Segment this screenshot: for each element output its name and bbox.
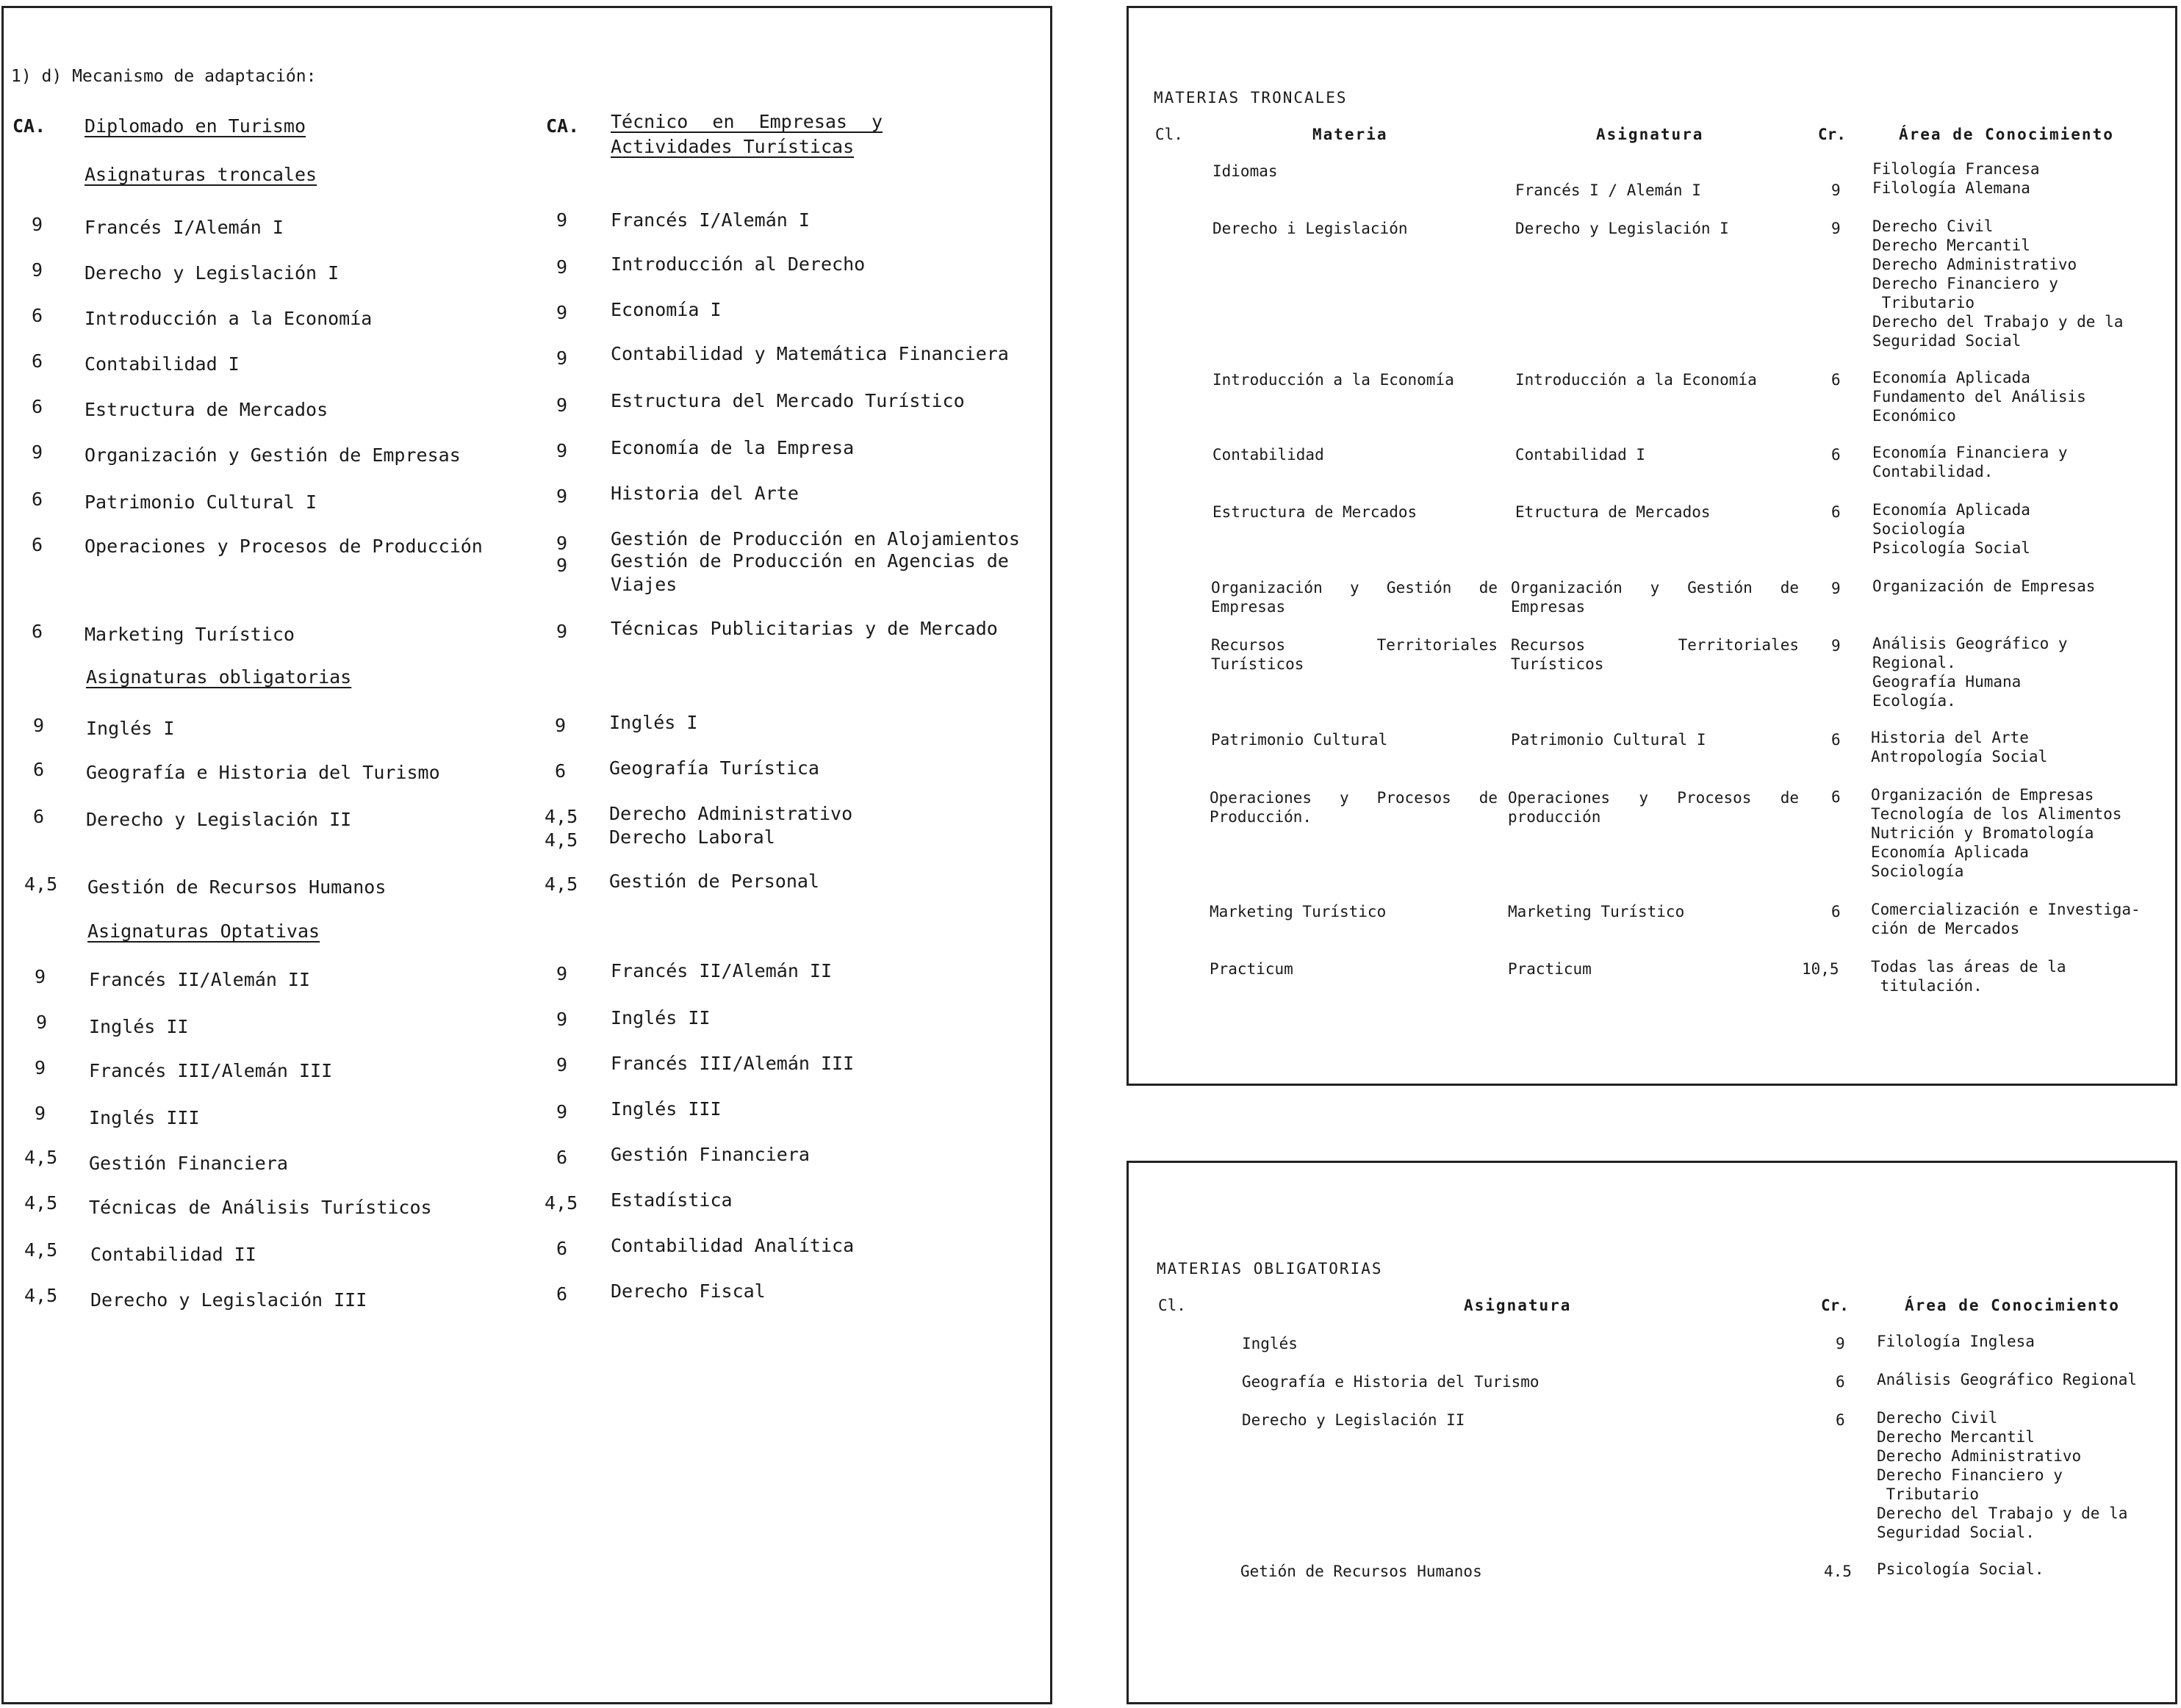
row-ca: 9 [32, 442, 43, 463]
area-line: Filología Inglesa [1877, 1333, 2035, 1350]
obligatorias-title: MATERIAS OBLIGATORIAS [1157, 1260, 1383, 1278]
row-name: Estructura de Mercados [85, 399, 328, 420]
tr-asignatura: Practicum [1508, 960, 1592, 978]
area-line: Económico [1872, 407, 1956, 425]
area-line: Geografía Humana [1872, 673, 2022, 691]
area-line: Seguridad Social [1872, 332, 2022, 350]
row-ca: 4,5 [24, 1285, 58, 1306]
ob-cr: 6 [1836, 1373, 1845, 1391]
tr-areas [1872, 217, 2123, 350]
eq-name: Gestión de Producción en Agencias de [611, 550, 1009, 572]
row-ca: 6 [32, 534, 43, 555]
eq-ca: 9 [556, 486, 568, 507]
eq-ca: 9 [556, 440, 568, 461]
row-ca: 6 [33, 806, 45, 827]
area-line: Filología Francesa [1872, 160, 2040, 178]
eq-name: Inglés III [611, 1098, 722, 1120]
eq-ca: 9 [556, 209, 568, 231]
tr-materia: Organización y Gestión de Empresas [1211, 579, 1498, 616]
area-line: Análisis Geográfico y [1872, 635, 2068, 652]
tr-materia: Idiomas [1212, 162, 1278, 180]
tr-cr: 6 [1831, 371, 1841, 389]
eq-ca: 9 [556, 1054, 568, 1075]
eq-ca: 9 [556, 1101, 568, 1123]
row-name: Inglés I [86, 718, 175, 739]
area-line: Organización de Empresas [1872, 577, 2096, 595]
area-line: Ecología. [1872, 692, 1956, 710]
eq-name: Contabilidad Analítica [611, 1235, 855, 1256]
area-line: Nutrición y Bromatología [1871, 824, 2094, 842]
diplomado-title: Diplomado en Turismo [85, 115, 306, 137]
eq-name: Estructura del Mercado Turístico [611, 390, 965, 411]
area-line: Derecho Mercantil [1872, 237, 2030, 254]
row-ca: 6 [32, 305, 43, 326]
tr-materia: Estructura de Mercados [1212, 503, 1418, 521]
eq-name: Gestión de Personal [609, 871, 819, 892]
area-line: Historia del Arte [1871, 729, 2029, 746]
ob-cr: 9 [1836, 1335, 1845, 1352]
row-name: Gestión Financiera [89, 1153, 288, 1174]
col-cl-header: Cl. [1155, 126, 1183, 143]
ob-areas [1877, 1560, 2044, 1579]
eq-ca: 9 [556, 347, 568, 369]
area-line: Tecnología de los Alimentos [1871, 805, 2122, 823]
eq-ca: 6 [556, 1238, 568, 1259]
area-line: ción de Mercados [1871, 920, 2020, 937]
area-line: Derecho Civil [1872, 217, 1994, 235]
eq-name: Inglés II [611, 1007, 711, 1028]
ca-header-left: CA. [12, 115, 46, 137]
area-line: Derecho Administrativo [1877, 1447, 2082, 1465]
area-line: Economía Aplicada [1872, 369, 2030, 386]
tr-cr: 9 [1831, 181, 1841, 199]
col-area-header: Área de Conocimiento [1899, 126, 2114, 143]
tr-areas [1871, 785, 2121, 881]
row-ca: 9 [35, 1057, 46, 1078]
ob-cr: 4.5 [1824, 1563, 1852, 1580]
ob-areas [1877, 1408, 2127, 1542]
tr-cr: 6 [1831, 503, 1841, 521]
area-line: Derecho Financiero y [1877, 1466, 2063, 1484]
area-line: Psicología Social [1872, 539, 2030, 557]
ca-header-right: CA. [546, 115, 580, 137]
ob-cr: 6 [1836, 1411, 1845, 1429]
tr-materia: Practicum [1210, 960, 1293, 978]
row-name: Francés I/Alemán I [85, 217, 284, 238]
row-ca: 9 [32, 214, 43, 235]
tr-areas [1871, 957, 2066, 995]
tr-areas [1872, 159, 2040, 198]
eq-ca: 4,5 [545, 873, 578, 895]
row-ca: 9 [35, 966, 46, 987]
tr-materia: Recursos Territoriales Turísticos [1211, 636, 1498, 673]
eq-name: Francés II/Alemán II [611, 960, 833, 981]
row-ca: 6 [32, 396, 43, 417]
eq-ca: 6 [555, 760, 567, 782]
ob-areas [1877, 1370, 2137, 1389]
eq-ca: 6 [556, 1283, 568, 1305]
eq-ca: 9 [556, 1009, 568, 1030]
eq-ca: 9 [556, 621, 568, 642]
row-ca: 6 [32, 621, 43, 642]
tr-cr: 6 [1831, 731, 1841, 749]
tr-materia: Derecho i Legislación [1212, 220, 1408, 237]
area-line: Economía Aplicada [1871, 843, 2029, 861]
row-name: Francés III/Alemán III [89, 1060, 333, 1081]
eq-ca: 9 [556, 256, 568, 278]
row-name: Contabilidad I [85, 353, 240, 375]
row-name: Contabilidad II [90, 1244, 256, 1265]
row-name: Patrimonio Cultural I [85, 491, 317, 513]
eq-ca: 4,5 [545, 1192, 578, 1214]
eq-ca: 4,5 [545, 829, 578, 851]
tr-asignatura: Organización y Gestión de Empresas [1511, 579, 1799, 616]
tr-cr: 9 [1831, 637, 1841, 655]
eq-ca: 9 [556, 963, 568, 984]
ob-asignatura: Derecho y Legislación II [1242, 1411, 1465, 1429]
troncales-title: MATERIAS TRONCALES [1154, 89, 1348, 107]
row-ca: 9 [36, 1012, 48, 1033]
eq-name: Estadística [611, 1189, 733, 1211]
eq-name: Gestión de Producción en Alojamientos [611, 528, 1020, 549]
area-line: Antropología Social [1871, 748, 2048, 765]
ob-areas [1877, 1332, 2035, 1351]
tr-areas [1872, 634, 2068, 710]
section-heading: 1) d) Mecanismo de adaptación: [11, 67, 317, 86]
area-line: Organización de Empresas [1871, 786, 2094, 804]
row-name: Organización y Gestión de Empresas [85, 444, 461, 466]
tr-areas [1871, 728, 2047, 766]
area-line: Psicología Social. [1877, 1560, 2044, 1578]
col-asignatura-header: Asignatura [1464, 1297, 1572, 1314]
tr-asignatura: Contabilidad I [1515, 446, 1646, 464]
row-ca: 6 [33, 759, 45, 780]
col-cr-header: Cr. [1821, 1297, 1849, 1314]
row-ca: 4,5 [24, 873, 58, 895]
eq-name: Derecho Fiscal [611, 1280, 766, 1302]
eq-name: Economía de la Empresa [611, 437, 855, 458]
area-line: Derecho Mercantil [1877, 1428, 2035, 1446]
row-name: Derecho y Legislación I [85, 262, 339, 284]
area-line: Regional. [1872, 654, 1956, 671]
area-line: Filología Alemana [1872, 179, 2030, 197]
area-line: Derecho Administrativo [1872, 256, 2077, 273]
eq-name: Gestión Financiera [611, 1144, 810, 1165]
eq-ca: 4,5 [545, 806, 578, 827]
tr-materia: Introducción a la Economía [1212, 371, 1454, 389]
row-ca: 4,5 [24, 1239, 58, 1261]
col-cl-header: Cl. [1158, 1297, 1186, 1314]
eq-name: Economía I [611, 299, 722, 320]
tr-cr: 9 [1831, 220, 1841, 237]
tr-asignatura: Derecho y Legislación I [1515, 220, 1729, 237]
eq-name: Francés I/Alemán I [611, 209, 810, 231]
area-line: Fundamento del Análisis [1872, 388, 2086, 406]
section-troncales: Asignaturas troncales [85, 164, 317, 185]
tr-asignatura: Patrimonio Cultural I [1511, 731, 1706, 749]
row-name: Gestión de Recursos Humanos [87, 876, 387, 898]
row-name: Introducción a la Economía [85, 308, 373, 329]
row-name: Derecho y Legislación II [86, 809, 352, 830]
tr-areas [1871, 900, 2141, 938]
area-line: Economía Financiera y [1872, 444, 2068, 461]
area-line: Derecho del Trabajo y de la [1877, 1505, 2128, 1522]
area-line: Seguridad Social. [1877, 1524, 2035, 1541]
materias-obligatorias-panel [1127, 1161, 2177, 1704]
area-line: Comercialización e Investiga- [1871, 901, 2141, 918]
tr-materia: Operaciones y Procesos de Producción. [1210, 789, 1498, 826]
tr-asignatura: Marketing Turístico [1508, 903, 1685, 920]
row-name: Marketing Turístico [85, 624, 295, 645]
col-area-header: Área de Conocimiento [1905, 1297, 2120, 1314]
tr-asignatura: Recursos Territoriales Turísticos [1511, 636, 1799, 673]
row-name: Técnicas de Análisis Turísticos [89, 1197, 432, 1218]
area-line: Economía Aplicada [1872, 501, 2030, 519]
tr-areas [1872, 500, 2030, 558]
area-line: Sociología [1871, 862, 1964, 880]
eq-name: Técnicas Publicitarias y de Mercado [611, 618, 998, 639]
ob-asignatura: Geografía e Historia del Turismo [1242, 1373, 1539, 1391]
area-line: titulación. [1871, 977, 1983, 995]
tr-areas [1872, 368, 2086, 425]
adaptation-panel [1, 6, 1052, 1704]
section-obligatorias: Asignaturas obligatorias [86, 666, 352, 688]
section-optativas: Asignaturas Optativas [87, 920, 320, 942]
area-line: Sociología [1872, 520, 1966, 538]
tr-asignatura: Introducción a la Economía [1515, 371, 1757, 389]
tr-cr: 6 [1831, 903, 1841, 920]
row-ca: 6 [32, 489, 43, 510]
area-line: Contabilidad. [1872, 463, 1994, 480]
ob-asignatura: Inglés [1242, 1335, 1298, 1352]
tr-cr: 6 [1831, 788, 1841, 806]
row-ca: 6 [32, 350, 43, 372]
row-ca: 9 [35, 1103, 46, 1124]
row-name: Inglés III [89, 1107, 200, 1128]
eq-name: Introducción al Derecho [611, 253, 866, 275]
tr-materia: Contabilidad [1212, 446, 1324, 464]
tr-asignatura: Operaciones y Procesos de producción [1508, 789, 1799, 826]
eq-name: Historia del Arte [611, 483, 799, 504]
eq-name: Derecho Administrativo [609, 803, 853, 824]
area-line: Derecho Financiero y [1872, 275, 2058, 292]
row-ca: 4,5 [24, 1147, 58, 1168]
col-cr-header: Cr. [1818, 126, 1846, 143]
eq-name: Inglés I [609, 712, 698, 733]
ob-asignatura: Getión de Recursos Humanos [1240, 1563, 1482, 1580]
area-line: Derecho Civil [1877, 1409, 1998, 1427]
materias-troncales-panel [1127, 6, 2177, 1086]
col-asignatura-header: Asignatura [1596, 126, 1704, 143]
area-line: Tributario [1877, 1485, 1980, 1503]
area-line: Todas las áreas de la [1871, 958, 2066, 976]
eq-ca: 6 [556, 1147, 568, 1168]
tr-materia: Marketing Turístico [1210, 903, 1387, 920]
tr-areas [1872, 577, 2095, 596]
eq-ca: 9 [556, 555, 568, 576]
tr-cr: 10,5 [1802, 960, 1839, 978]
row-ca: 4,5 [24, 1192, 58, 1214]
eq-ca: 9 [556, 533, 568, 554]
area-line: Derecho del Trabajo y de la [1872, 313, 2124, 331]
tecnico-title-line2: Actividades Turísticas [611, 136, 855, 157]
tr-asignatura: Francés I / Alemán I [1515, 181, 1701, 199]
eq-ca: 9 [556, 394, 568, 416]
eq-name: Francés III/Alemán III [611, 1053, 855, 1074]
row-ca: 9 [33, 715, 45, 736]
row-name: Inglés II [89, 1016, 189, 1037]
eq-ca: 9 [556, 302, 568, 323]
row-ca: 9 [32, 259, 43, 281]
eq-name: Derecho Laboral [609, 826, 775, 848]
tr-materia: Patrimonio Cultural [1211, 731, 1388, 749]
col-materia-header: Materia [1312, 126, 1388, 143]
eq-name: Geografía Turística [609, 757, 819, 779]
tr-cr: 9 [1831, 580, 1841, 597]
tecnico-title-line1: Técnico en Empresas y [611, 111, 883, 132]
eq-name-cont: Viajes [611, 574, 678, 595]
tr-cr: 6 [1831, 446, 1841, 464]
row-name: Geografía e Historia del Turismo [86, 762, 440, 783]
tr-areas [1872, 443, 2068, 481]
row-name: Operaciones y Procesos de Producción [85, 536, 483, 557]
eq-ca: 9 [555, 715, 567, 736]
tr-asignatura: Etructura de Mercados [1515, 503, 1711, 521]
row-name: Derecho y Legislación III [90, 1289, 367, 1311]
row-name: Francés II/Alemán II [89, 969, 311, 990]
area-line: Análisis Geográfico Regional [1877, 1371, 2138, 1388]
eq-name: Contabilidad y Matemática Financiera [611, 343, 1009, 364]
area-line: Tributario [1872, 294, 1975, 311]
